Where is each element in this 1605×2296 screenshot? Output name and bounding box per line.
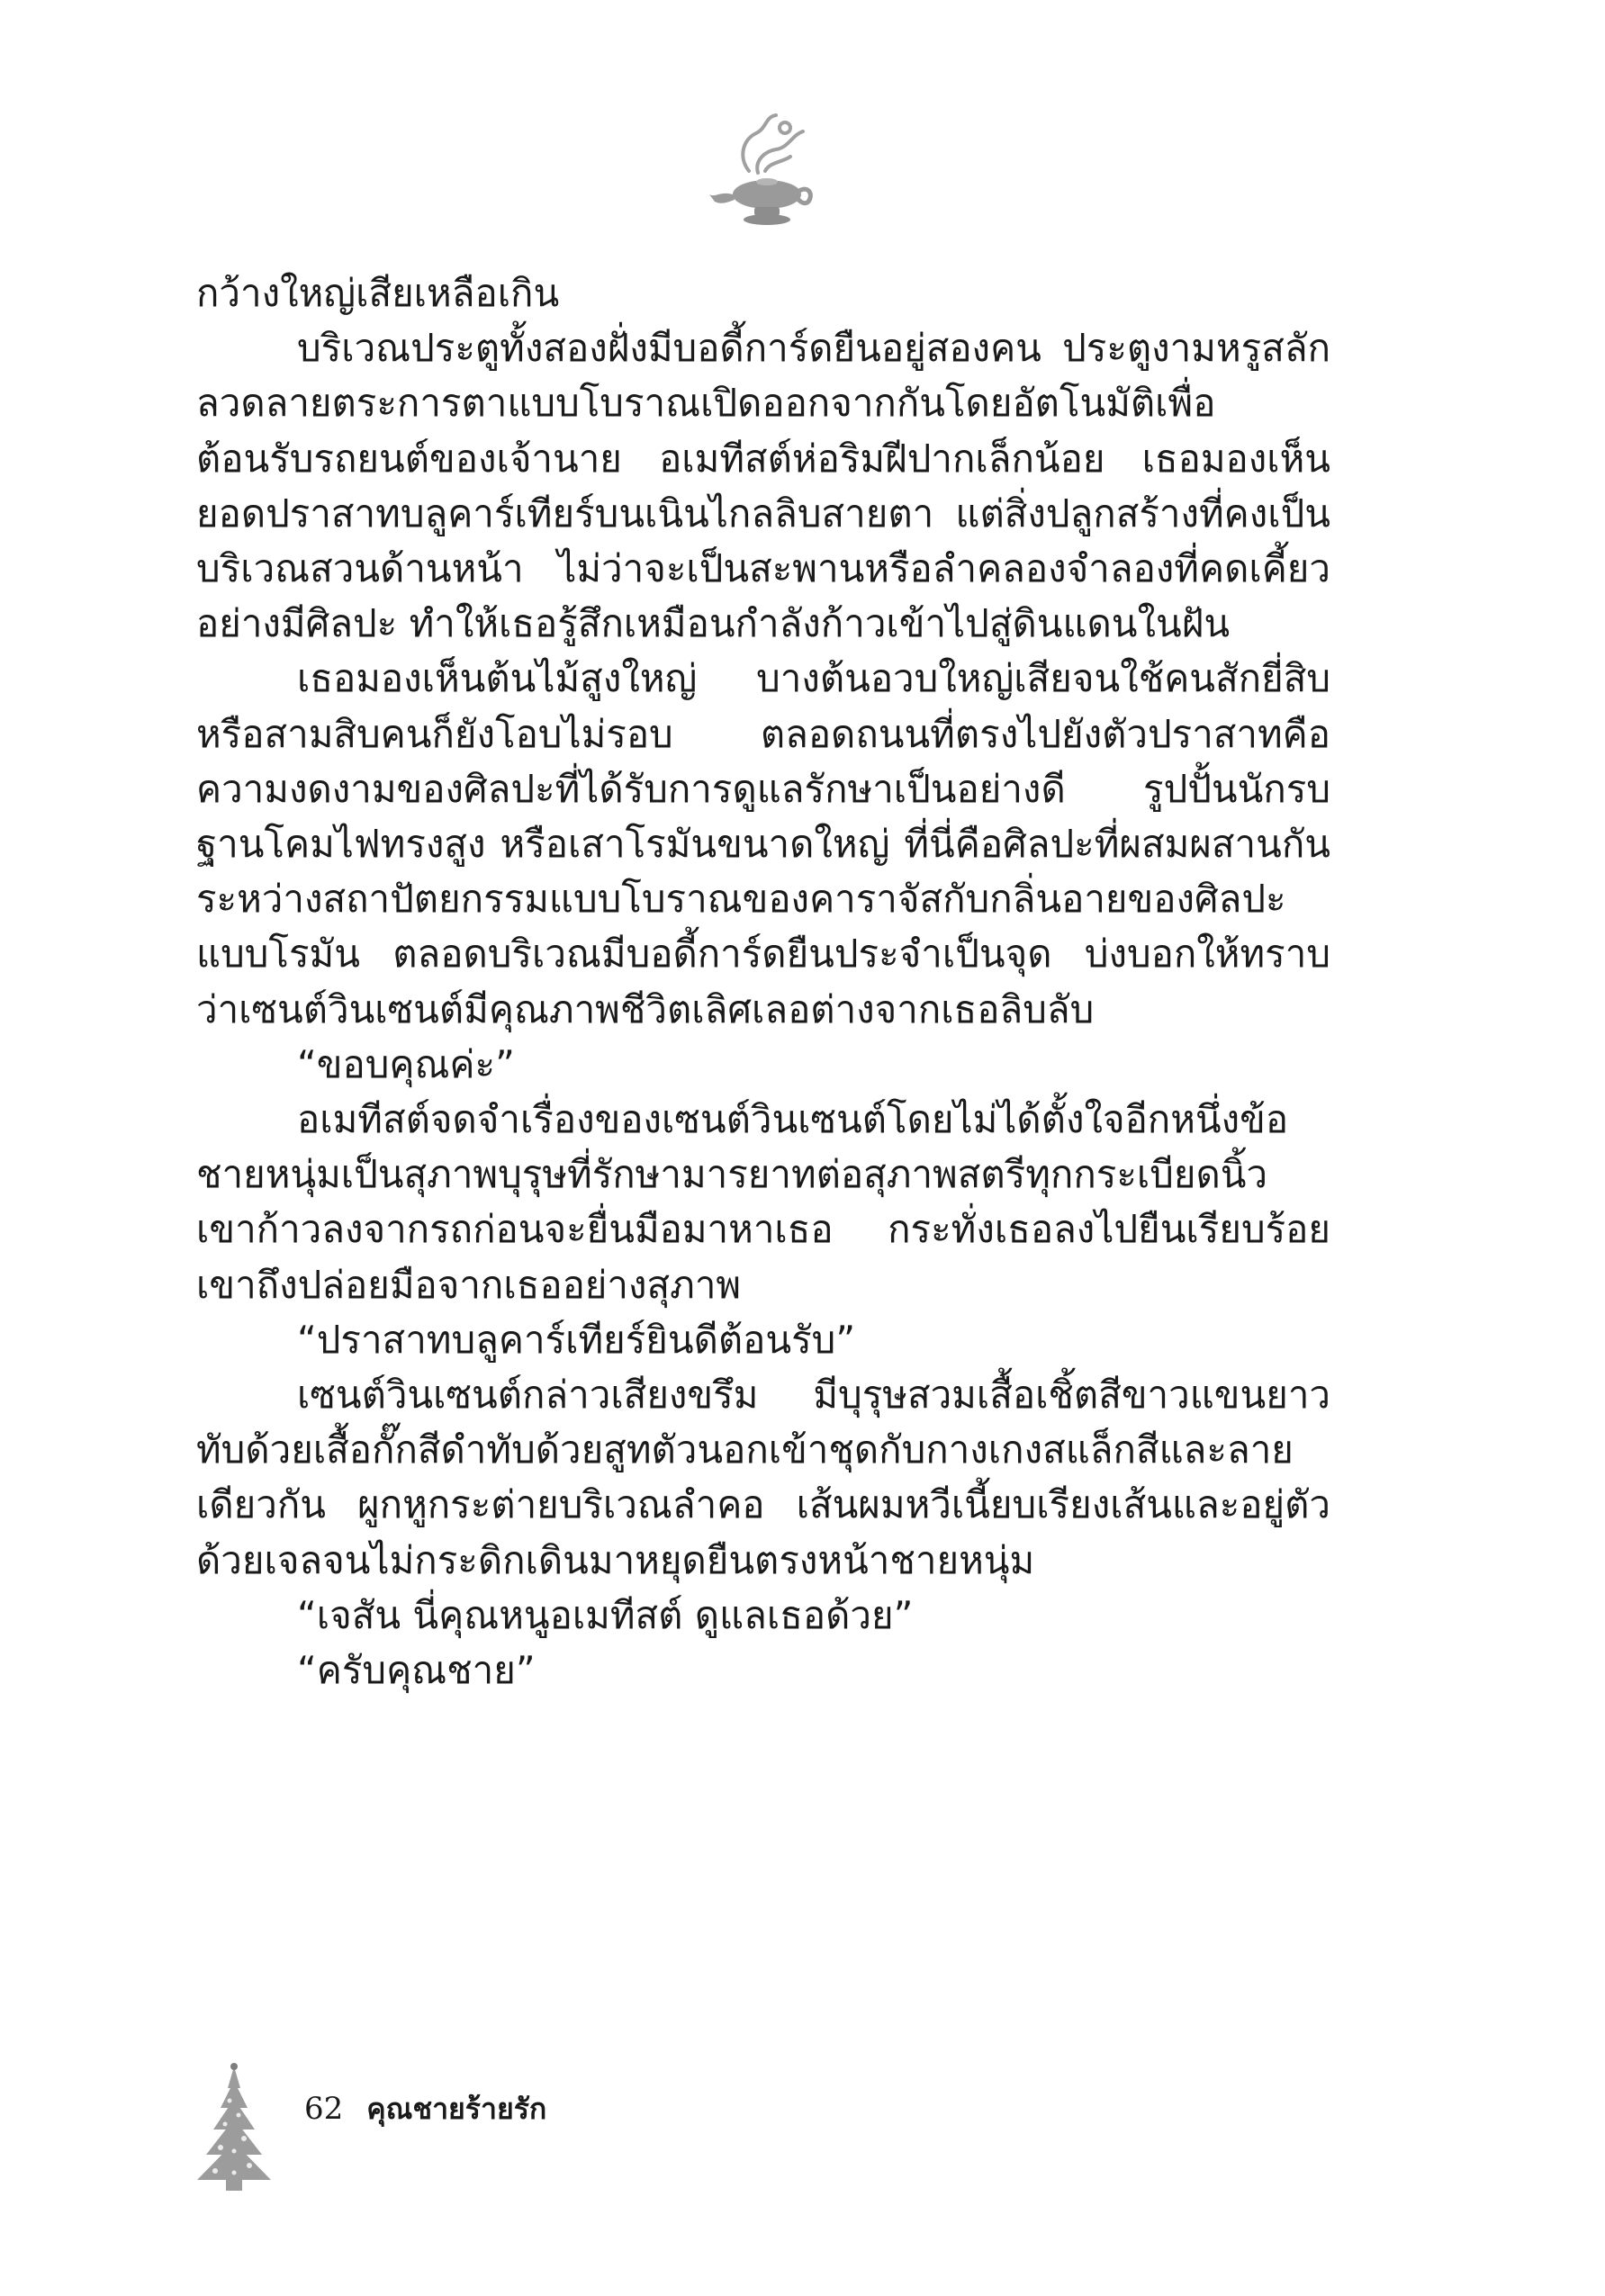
paragraph-1: กว้างใหญ่เสียเหลือเกิน <box>196 271 560 315</box>
paragraph-2: บริเวณประตูทั้งสองฝั่งมีบอดี้การ์ดยืนอยู่สองคน ประตูงามหรูสลักลวดลายตระการตาแบบโบราณเปิดออกจากกันโดยอัตโนมัติเพื่อต้อนรับรถยนต์ของเจ้านาย อเมทีสต์ห่อริมฝีปากเล็กน้อย เธอมองเห็นยอดปราสาทบลูคาร์เทียร์บนเนินไกลลิบสายตา แต่สิ่งปลูกสร้างที่คงเป็นบริเวณสวนด้านหน้า ไม่ว่าจะเป็นสะพานหรือลำคลองจำลองที่คดเคี้ยวอย่างมีศิลปะ ทำให้เธอรู้สึกเหมือนกำลังก้าวเข้าไปสู่ดินแดนในฝัน <box>196 326 1330 646</box>
paragraph-5: อเมทีสต์จดจำเรื่องของเซนต์วินเซนต์โดยไม่ได้ตั้งใจอีกหนึ่งข้อ ชายหนุ่มเป็นสุภาพบุรุษที่รักษามารยาทต่อสุภาพสตรีทุกกระเบียดนิ้ว เขาก้าวลงจากรถก่อนจะยื่นมือมาหาเธอ กระทั่งเธอลงไปยืนเรียบร้อยเขาถึงปล่อยมือจากเธออย่างสุภาพ <box>196 1097 1330 1307</box>
paragraph-3: เธอมองเห็นต้นไม้สูงใหญ่ บางต้นอวบใหญ่เสียจนใช้คนสักยี่สิบหรือสามสิบคนก็ยังโอบไม่รอบ ตลอดถนนที่ตรงไปยังตัวปราสาทคือความงดงามของศิลปะที่ได้รับการดูแลรักษาเป็นอย่างดี รูปปั้นนักรบฐานโคมไฟทรงสูง หรือเสาโรมันขนาดใหญ่ ที่นี่คือศิลปะที่ผสมผสานกันระหว่างสถาปัตยกรรมแบบโบราณของคาราจัสกับกลิ่นอายของศิลปะแบบโรมัน ตลอดบริเวณมีบอดี้การ์ดยืนประจำเป็นจุด บ่งบอกให้ทราบว่าเซนต์วินเซนต์มีคุณภาพชีวิตเลิศเลอต่างจากเธอลิบลับ <box>196 656 1330 1031</box>
dialogue-line: “ปราสาทบลูคาร์เทียร์ยินดีต้อนรับ” <box>297 1317 856 1362</box>
story-text <box>196 266 1330 1697</box>
dialogue-line: “เจสัน นี่คุณหนูอเมทีสต์ ดูแลเธอด้วย” <box>297 1592 914 1637</box>
paragraph-7: เซนต์วินเซนต์กล่าวเสียงขรึม มีบุรุษสวมเสื้อเชิ้ตสีขาวแขนยาวทับด้วยเสื้อกั๊กสีดำทับด้วยสูทตัวนอกเข้าชุดกับกางเกงสแล็กสีและลายเดียวกัน ผูกหูกระต่ายบริเวณลำคอ เส้นผมหวีเนี้ยบเรียงเส้นและอยู่ตัวด้วยเจลจนไม่กระดิกเดินมาหยุดยืนตรงหน้าชายหนุ่ม <box>196 1373 1330 1582</box>
ornate-tree-icon <box>185 2061 284 2196</box>
page-number: 62 <box>304 2091 344 2127</box>
page-footer <box>304 2086 546 2140</box>
dialogue-line: “ขอบคุณค่ะ” <box>297 1041 515 1086</box>
book-title: คุณชายร้ายรัก <box>366 2092 547 2126</box>
magic-lamp-icon <box>702 108 828 234</box>
dialogue-line: “ครับคุณชาย” <box>297 1648 536 1693</box>
